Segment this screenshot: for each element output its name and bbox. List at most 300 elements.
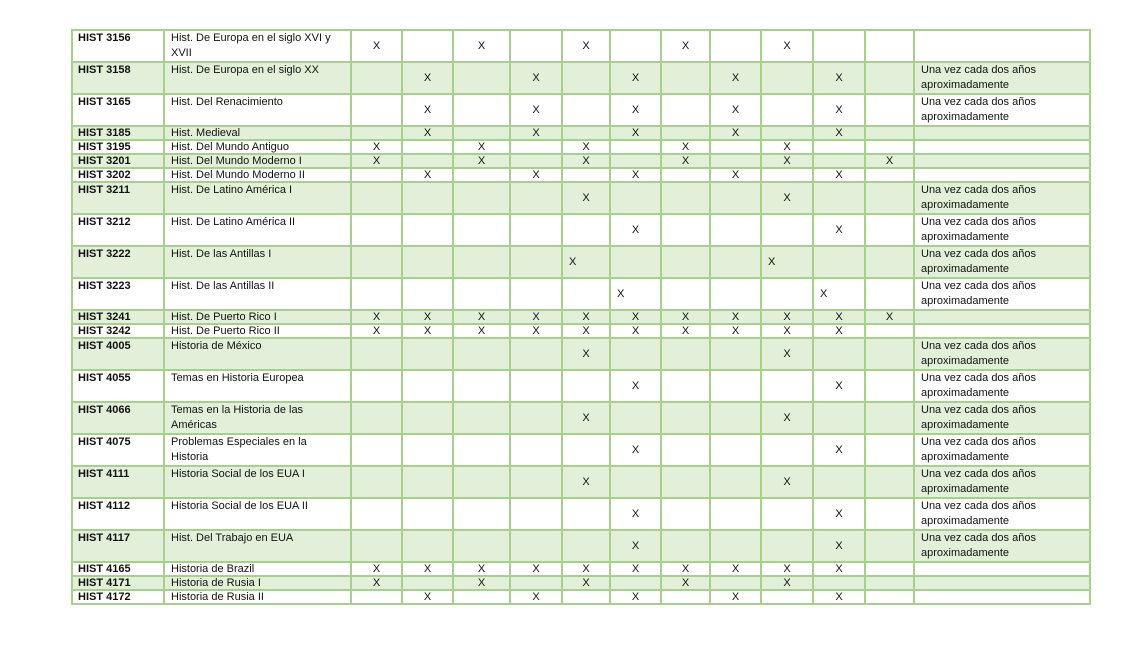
course-code: HIST 3242 xyxy=(72,324,164,338)
term-mark-cell: X xyxy=(610,62,661,94)
term-mark-cell xyxy=(865,324,914,338)
term-mark-cell xyxy=(865,246,914,278)
term-mark-cell xyxy=(453,370,510,402)
term-mark-cell xyxy=(813,154,865,168)
term-mark-cell xyxy=(510,140,562,154)
term-mark-cell xyxy=(510,530,562,562)
frequency-note: Una vez cada dos años aproximadamente xyxy=(914,530,1090,562)
term-mark-cell xyxy=(351,62,402,94)
term-mark-cell xyxy=(813,466,865,498)
term-mark-cell xyxy=(761,434,813,466)
table-row xyxy=(72,590,1090,604)
term-mark-cell: X xyxy=(562,182,610,214)
term-mark-cell xyxy=(351,126,402,140)
course-code: HIST 3202 xyxy=(72,168,164,182)
term-mark-cell xyxy=(865,126,914,140)
term-mark-cell xyxy=(510,246,562,278)
term-mark-cell: X xyxy=(562,466,610,498)
term-mark-cell xyxy=(562,434,610,466)
term-mark-cell xyxy=(402,214,453,246)
term-mark-cell xyxy=(865,498,914,530)
term-mark-cell: X xyxy=(813,214,865,246)
term-mark-cell xyxy=(562,214,610,246)
term-mark-cell: X xyxy=(761,324,813,338)
course-title: Problemas Especiales en la Historia xyxy=(164,434,351,466)
term-mark-cell: X xyxy=(865,310,914,324)
term-mark-cell: X xyxy=(661,310,710,324)
table-row xyxy=(72,338,1090,370)
table-row xyxy=(72,434,1090,466)
frequency-note: Una vez cada dos años aproximadamente xyxy=(914,182,1090,214)
term-mark-cell xyxy=(761,62,813,94)
term-mark-cell xyxy=(813,338,865,370)
term-mark-cell: X xyxy=(562,140,610,154)
term-mark-cell: X xyxy=(761,562,813,576)
term-mark-cell xyxy=(865,278,914,310)
term-mark-cell: X xyxy=(710,562,761,576)
frequency-note: Una vez cada dos años aproximadamente xyxy=(914,402,1090,434)
term-mark-cell: X xyxy=(761,338,813,370)
term-mark-cell: X xyxy=(610,310,661,324)
term-mark-cell xyxy=(402,434,453,466)
course-title: Hist. Del Mundo Antiguo xyxy=(164,140,351,154)
term-mark-cell: X xyxy=(402,324,453,338)
term-mark-cell xyxy=(761,530,813,562)
term-mark-cell xyxy=(402,530,453,562)
term-mark-cell xyxy=(610,466,661,498)
term-mark-cell xyxy=(813,182,865,214)
term-mark-cell: X xyxy=(710,324,761,338)
term-mark-cell xyxy=(865,140,914,154)
course-code: HIST 3222 xyxy=(72,246,164,278)
table-row xyxy=(72,498,1090,530)
course-title: Historia Social de los EUA I xyxy=(164,466,351,498)
term-mark-cell: X xyxy=(402,562,453,576)
term-mark-cell xyxy=(710,530,761,562)
term-mark-cell xyxy=(351,402,402,434)
term-mark-cell: X xyxy=(402,94,453,126)
term-mark-cell: X xyxy=(510,562,562,576)
term-mark-cell xyxy=(865,562,914,576)
term-mark-cell: X xyxy=(351,310,402,324)
term-mark-cell xyxy=(351,370,402,402)
table-body xyxy=(72,30,1090,604)
table-row xyxy=(72,562,1090,576)
course-title: Hist. De las Antillas II xyxy=(164,278,351,310)
table-row xyxy=(72,30,1090,62)
frequency-note: Una vez cada dos años aproximadamente xyxy=(914,498,1090,530)
term-mark-cell: X xyxy=(813,562,865,576)
term-mark-cell: X xyxy=(661,154,710,168)
term-mark-cell: X xyxy=(510,126,562,140)
term-mark-cell xyxy=(610,140,661,154)
table-row xyxy=(72,402,1090,434)
frequency-note: Una vez cada dos años aproximadamente xyxy=(914,434,1090,466)
term-mark-cell: X xyxy=(761,402,813,434)
term-mark-cell xyxy=(351,168,402,182)
term-mark-cell: X xyxy=(610,530,661,562)
term-mark-cell xyxy=(661,62,710,94)
frequency-note: Una vez cada dos años aproximadamente xyxy=(914,466,1090,498)
term-mark-cell xyxy=(610,402,661,434)
course-code: HIST 3241 xyxy=(72,310,164,324)
term-mark-cell xyxy=(865,168,914,182)
term-mark-cell xyxy=(865,530,914,562)
term-mark-cell xyxy=(865,402,914,434)
term-mark-cell xyxy=(865,182,914,214)
term-mark-cell: X xyxy=(562,30,610,62)
term-mark-cell xyxy=(813,576,865,590)
term-mark-cell xyxy=(351,182,402,214)
term-mark-cell: X xyxy=(813,94,865,126)
term-mark-cell xyxy=(510,402,562,434)
term-mark-cell xyxy=(710,466,761,498)
table-row xyxy=(72,182,1090,214)
term-mark-cell xyxy=(562,126,610,140)
term-mark-cell xyxy=(510,370,562,402)
course-title: Historia de Rusia I xyxy=(164,576,351,590)
course-schedule-table xyxy=(71,29,1091,605)
term-mark-cell: X xyxy=(453,310,510,324)
term-mark-cell xyxy=(453,214,510,246)
term-mark-cell: X xyxy=(761,140,813,154)
term-mark-cell: X xyxy=(562,154,610,168)
term-mark-cell: X xyxy=(402,590,453,604)
term-mark-cell xyxy=(510,498,562,530)
term-mark-cell xyxy=(710,246,761,278)
course-code: HIST 4005 xyxy=(72,338,164,370)
term-mark-cell xyxy=(453,338,510,370)
table-row xyxy=(72,62,1090,94)
term-mark-cell: X xyxy=(610,590,661,604)
term-mark-cell xyxy=(453,402,510,434)
term-mark-cell: X xyxy=(813,530,865,562)
term-mark-cell xyxy=(710,338,761,370)
term-mark-cell xyxy=(761,94,813,126)
table-row xyxy=(72,168,1090,182)
term-mark-cell: X xyxy=(710,126,761,140)
term-mark-cell xyxy=(813,246,865,278)
term-mark-cell: X xyxy=(610,214,661,246)
term-mark-cell xyxy=(453,126,510,140)
term-mark-cell xyxy=(453,434,510,466)
term-mark-cell: X xyxy=(562,576,610,590)
term-mark-cell xyxy=(453,94,510,126)
course-title: Hist. De Puerto Rico II xyxy=(164,324,351,338)
course-code: HIST 4172 xyxy=(72,590,164,604)
term-mark-cell: X xyxy=(761,466,813,498)
term-mark-cell xyxy=(710,402,761,434)
term-mark-cell xyxy=(562,168,610,182)
course-code: HIST 3185 xyxy=(72,126,164,140)
course-code: HIST 3212 xyxy=(72,214,164,246)
course-title: Historia de México xyxy=(164,338,351,370)
term-mark-cell xyxy=(402,576,453,590)
term-mark-cell xyxy=(562,530,610,562)
term-mark-cell: X xyxy=(813,310,865,324)
course-code: HIST 4075 xyxy=(72,434,164,466)
course-title: Hist. Del Mundo Moderno II xyxy=(164,168,351,182)
term-mark-cell xyxy=(710,370,761,402)
frequency-note xyxy=(914,140,1090,154)
term-mark-cell xyxy=(865,434,914,466)
term-mark-cell xyxy=(402,370,453,402)
course-title: Historia de Brazil xyxy=(164,562,351,576)
term-mark-cell xyxy=(402,278,453,310)
course-code: HIST 3223 xyxy=(72,278,164,310)
term-mark-cell: X xyxy=(402,62,453,94)
term-mark-cell xyxy=(351,94,402,126)
term-mark-cell xyxy=(510,576,562,590)
term-mark-cell xyxy=(661,434,710,466)
term-mark-cell xyxy=(661,182,710,214)
term-mark-cell: X xyxy=(813,168,865,182)
term-mark-cell: X xyxy=(402,310,453,324)
term-mark-cell: X xyxy=(761,246,813,278)
table-row xyxy=(72,214,1090,246)
term-mark-cell: X xyxy=(510,168,562,182)
term-mark-cell xyxy=(351,214,402,246)
term-mark-cell xyxy=(610,182,661,214)
term-mark-cell: X xyxy=(562,562,610,576)
term-mark-cell: X xyxy=(453,324,510,338)
course-code: HIST 4165 xyxy=(72,562,164,576)
term-mark-cell xyxy=(813,140,865,154)
term-mark-cell xyxy=(402,182,453,214)
frequency-note: Una vez cada dos años aproximadamente xyxy=(914,214,1090,246)
course-code: HIST 4055 xyxy=(72,370,164,402)
term-mark-cell xyxy=(610,338,661,370)
term-mark-cell xyxy=(351,246,402,278)
course-title: Hist. De Europa en el siglo XX xyxy=(164,62,351,94)
frequency-note: Una vez cada dos años aproximadamente xyxy=(914,370,1090,402)
term-mark-cell xyxy=(710,278,761,310)
term-mark-cell: X xyxy=(661,30,710,62)
frequency-note xyxy=(914,30,1090,62)
course-title: Hist. De Puerto Rico I xyxy=(164,310,351,324)
course-title: Hist. Medieval xyxy=(164,126,351,140)
course-title: Hist. Del Renacimiento xyxy=(164,94,351,126)
term-mark-cell xyxy=(453,62,510,94)
table-row xyxy=(72,310,1090,324)
term-mark-cell: X xyxy=(351,562,402,576)
term-mark-cell: X xyxy=(610,434,661,466)
term-mark-cell xyxy=(761,168,813,182)
term-mark-cell xyxy=(453,466,510,498)
term-mark-cell: X xyxy=(813,126,865,140)
term-mark-cell: X xyxy=(661,562,710,576)
course-code: HIST 3211 xyxy=(72,182,164,214)
course-code: HIST 3195 xyxy=(72,140,164,154)
term-mark-cell: X xyxy=(562,338,610,370)
term-mark-cell xyxy=(661,214,710,246)
frequency-note: Una vez cada dos años aproximadamente xyxy=(914,278,1090,310)
term-mark-cell: X xyxy=(813,324,865,338)
term-mark-cell: X xyxy=(610,324,661,338)
term-mark-cell xyxy=(351,278,402,310)
term-mark-cell xyxy=(761,370,813,402)
term-mark-cell: X xyxy=(453,576,510,590)
term-mark-cell xyxy=(510,434,562,466)
term-mark-cell xyxy=(710,154,761,168)
term-mark-cell: X xyxy=(510,324,562,338)
frequency-note: Una vez cada dos años aproximadamente xyxy=(914,338,1090,370)
term-mark-cell xyxy=(710,434,761,466)
course-title: Historia de Rusia II xyxy=(164,590,351,604)
term-mark-cell: X xyxy=(453,154,510,168)
table-row xyxy=(72,94,1090,126)
term-mark-cell: X xyxy=(562,402,610,434)
term-mark-cell xyxy=(562,278,610,310)
table-row xyxy=(72,324,1090,338)
term-mark-cell: X xyxy=(865,154,914,168)
term-mark-cell xyxy=(661,590,710,604)
term-mark-cell xyxy=(813,402,865,434)
term-mark-cell: X xyxy=(562,324,610,338)
course-code: HIST 4112 xyxy=(72,498,164,530)
frequency-note: Una vez cada dos años aproximadamente xyxy=(914,246,1090,278)
term-mark-cell: X xyxy=(510,94,562,126)
term-mark-cell xyxy=(351,466,402,498)
term-mark-cell: X xyxy=(661,576,710,590)
course-title: Hist. De Latino América I xyxy=(164,182,351,214)
term-mark-cell xyxy=(453,278,510,310)
term-mark-cell xyxy=(351,530,402,562)
term-mark-cell xyxy=(610,246,661,278)
course-title: Hist. De Europa en el siglo XVI y XVII xyxy=(164,30,351,62)
course-title: Historia Social de los EUA II xyxy=(164,498,351,530)
course-code: HIST 4171 xyxy=(72,576,164,590)
term-mark-cell xyxy=(865,62,914,94)
term-mark-cell xyxy=(710,214,761,246)
term-mark-cell: X xyxy=(510,310,562,324)
table-row xyxy=(72,246,1090,278)
term-mark-cell xyxy=(661,530,710,562)
term-mark-cell xyxy=(865,370,914,402)
term-mark-cell: X xyxy=(813,590,865,604)
term-mark-cell xyxy=(710,576,761,590)
frequency-note xyxy=(914,576,1090,590)
term-mark-cell xyxy=(562,62,610,94)
term-mark-cell xyxy=(562,498,610,530)
frequency-note xyxy=(914,324,1090,338)
term-mark-cell xyxy=(710,182,761,214)
term-mark-cell xyxy=(661,168,710,182)
term-mark-cell: X xyxy=(813,370,865,402)
term-mark-cell xyxy=(453,590,510,604)
term-mark-cell xyxy=(761,126,813,140)
term-mark-cell xyxy=(453,182,510,214)
term-mark-cell: X xyxy=(453,562,510,576)
term-mark-cell xyxy=(453,530,510,562)
term-mark-cell: X xyxy=(610,126,661,140)
term-mark-cell: X xyxy=(510,62,562,94)
frequency-note xyxy=(914,126,1090,140)
term-mark-cell xyxy=(710,140,761,154)
term-mark-cell: X xyxy=(761,154,813,168)
term-mark-cell xyxy=(610,30,661,62)
term-mark-cell xyxy=(661,402,710,434)
table-row xyxy=(72,370,1090,402)
course-title: Hist. Del Trabajo en EUA xyxy=(164,530,351,562)
term-mark-cell xyxy=(865,94,914,126)
term-mark-cell xyxy=(351,338,402,370)
term-mark-cell xyxy=(402,498,453,530)
term-mark-cell: X xyxy=(710,94,761,126)
course-code: HIST 3165 xyxy=(72,94,164,126)
term-mark-cell xyxy=(761,590,813,604)
term-mark-cell xyxy=(562,590,610,604)
term-mark-cell: X xyxy=(661,324,710,338)
term-mark-cell: X xyxy=(710,168,761,182)
term-mark-cell xyxy=(402,338,453,370)
term-mark-cell xyxy=(661,278,710,310)
term-mark-cell: X xyxy=(813,278,865,310)
table-row xyxy=(72,126,1090,140)
course-code: HIST 3201 xyxy=(72,154,164,168)
term-mark-cell xyxy=(351,434,402,466)
course-title: Hist. De Latino América II xyxy=(164,214,351,246)
term-mark-cell xyxy=(510,278,562,310)
term-mark-cell: X xyxy=(351,30,402,62)
term-mark-cell: X xyxy=(351,576,402,590)
term-mark-cell xyxy=(402,154,453,168)
term-mark-cell: X xyxy=(710,590,761,604)
course-code: HIST 4111 xyxy=(72,466,164,498)
term-mark-cell: X xyxy=(351,140,402,154)
term-mark-cell xyxy=(402,30,453,62)
table-row xyxy=(72,530,1090,562)
term-mark-cell: X xyxy=(510,590,562,604)
term-mark-cell xyxy=(562,370,610,402)
table-row xyxy=(72,154,1090,168)
term-mark-cell xyxy=(865,590,914,604)
term-mark-cell xyxy=(510,182,562,214)
course-code: HIST 3156 xyxy=(72,30,164,62)
term-mark-cell xyxy=(510,466,562,498)
term-mark-cell xyxy=(661,94,710,126)
term-mark-cell xyxy=(661,370,710,402)
course-title: Temas en Historia Europea xyxy=(164,370,351,402)
term-mark-cell xyxy=(510,30,562,62)
term-mark-cell xyxy=(351,590,402,604)
term-mark-cell xyxy=(351,498,402,530)
term-mark-cell xyxy=(661,498,710,530)
term-mark-cell xyxy=(402,466,453,498)
table-row xyxy=(72,576,1090,590)
term-mark-cell xyxy=(661,466,710,498)
course-code: HIST 4066 xyxy=(72,402,164,434)
term-mark-cell xyxy=(453,498,510,530)
term-mark-cell: X xyxy=(610,278,661,310)
table-row xyxy=(72,140,1090,154)
term-mark-cell: X xyxy=(610,498,661,530)
frequency-note xyxy=(914,154,1090,168)
term-mark-cell: X xyxy=(402,126,453,140)
term-mark-cell: X xyxy=(661,140,710,154)
frequency-note xyxy=(914,590,1090,604)
course-title: Temas en la Historia de las Américas xyxy=(164,402,351,434)
term-mark-cell xyxy=(510,214,562,246)
course-code: HIST 4117 xyxy=(72,530,164,562)
frequency-note: Una vez cada dos años aproximadamente xyxy=(914,94,1090,126)
term-mark-cell: X xyxy=(761,30,813,62)
term-mark-cell: X xyxy=(453,140,510,154)
term-mark-cell: X xyxy=(402,168,453,182)
term-mark-cell: X xyxy=(610,562,661,576)
term-mark-cell xyxy=(661,126,710,140)
term-mark-cell xyxy=(610,576,661,590)
